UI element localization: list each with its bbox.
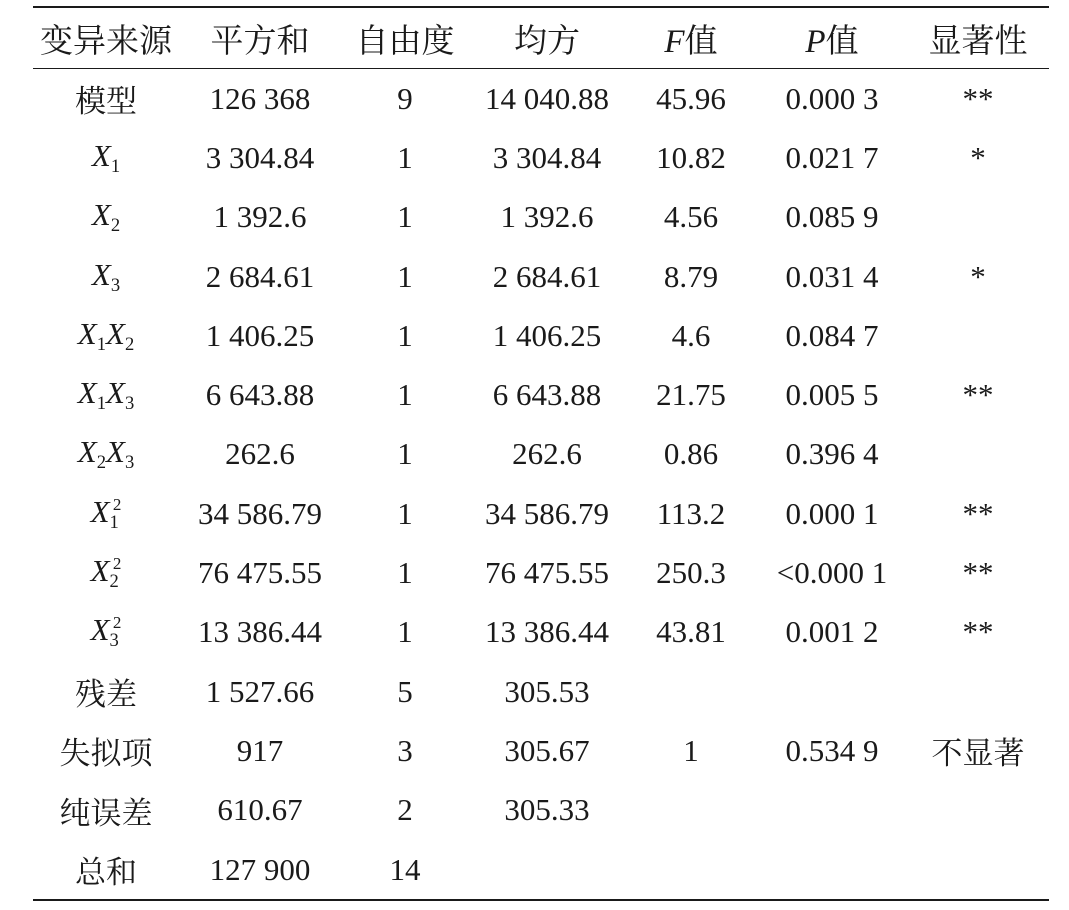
cell-f-value: 0.86 [663,436,719,472]
cell-sum-of-squares: 610.67 [217,792,303,828]
cell-sum-of-squares: 34 586.79 [198,495,322,531]
cell-source [33,316,179,356]
factor-subscript: 1 [96,333,106,355]
cell-degrees-of-freedom: 1 [397,139,413,175]
cell-f-value: 43.81 [656,614,726,650]
cell-sum-of-squares: 126 368 [209,80,311,116]
factor-symbol: X [91,197,111,233]
cell-significance: ** [962,555,994,591]
header-f-suffix: 值 [684,23,718,60]
header-significance: 显著性 [928,23,1028,60]
header-sum-of-squares: 平方和 [210,23,310,60]
factor-subscript: 3 [124,452,135,474]
table-row [33,484,1049,543]
cell-f-value: 113.2 [656,495,726,531]
factor-subscript: 2 [124,333,135,355]
table-row [33,365,1049,424]
cell-mean-square: 1 392.6 [500,199,594,235]
factor-superscript: 2 [112,554,122,574]
table-row [33,425,1049,484]
cell-f-value: 8.79 [663,258,719,294]
factor-symbol: X [90,612,110,648]
table-body [33,69,1049,899]
cell-f-value: 45.96 [656,80,726,116]
cell-sum-of-squares: 3 304.84 [205,139,315,175]
cell-p-value: 0.396 4 [785,436,879,472]
cell-mean-square: 13 386.44 [485,614,609,650]
cell-source [33,257,179,297]
table-row [33,781,1049,840]
cell-source [33,197,179,237]
cell-mean-square: 305.33 [504,792,590,828]
factor-subscript: 3 [124,393,135,415]
table-row [33,306,1049,365]
cell-sum-of-squares: 13 386.44 [198,614,322,650]
cell-mean-square: 6 643.88 [492,377,602,413]
cell-source [33,494,179,534]
cell-sum-of-squares: 2 684.61 [205,258,315,294]
cell-f-value: 1 [683,732,699,768]
table-row [33,128,1049,187]
cell-significance: ** [962,614,994,650]
factor-symbol: X [91,256,111,292]
cell-mean-square: 34 586.79 [485,495,609,531]
cell-significance: ** [962,80,994,116]
cell-significance: * [970,139,986,175]
cell-sum-of-squares: 1 406.25 [205,317,315,353]
cell-sum-of-squares: 6 643.88 [205,377,315,413]
cell-degrees-of-freedom: 1 [397,377,413,413]
factor-symbol: X [77,315,97,351]
cell-significance: ** [962,495,994,531]
cell-p-value: 0.084 7 [785,317,879,353]
cell-p-value: 0.031 4 [785,258,879,294]
factor-symbol: X [90,493,110,529]
cell-degrees-of-freedom: 1 [397,436,413,472]
cell-sum-of-squares: 917 [236,732,284,768]
factor-subscript: 3 [109,630,119,652]
source-label: 残差 [75,677,137,713]
cell-source [33,788,179,833]
cell-p-value: 0.000 3 [785,80,879,116]
cell-sum-of-squares: 127 900 [209,851,311,887]
factor-symbol: X [90,553,110,589]
cell-source [33,375,179,415]
factor-subscript: 1 [110,155,121,177]
cell-mean-square: 2 684.61 [492,258,602,294]
cell-degrees-of-freedom: 5 [397,673,413,709]
header-source: 变异来源 [40,23,172,60]
table-row [33,247,1049,306]
cell-p-value: 0.005 5 [785,377,879,413]
cell-significance: * [970,258,986,294]
cell-degrees-of-freedom: 14 [389,851,421,887]
source-label: 纯误差 [59,795,153,831]
cell-degrees-of-freedom: 1 [397,495,413,531]
cell-sum-of-squares: 262.6 [225,436,295,472]
cell-source [33,728,179,773]
anova-table [33,6,1049,901]
factor-superscript: 2 [112,613,122,633]
factor-symbol: X [77,434,97,470]
factor-symbol: X [77,375,97,411]
cell-sum-of-squares: 1 392.6 [213,199,307,235]
factor-symbol: X [106,375,125,411]
table-row [33,188,1049,247]
cell-source [33,553,179,593]
cell-p-value: <0.000 1 [776,555,888,591]
header-row [33,8,1049,68]
factor-symbol: X [106,315,125,351]
cell-significance: ** [962,377,994,413]
factor-subscript: 2 [110,215,121,237]
header-p-letter: P [805,23,826,60]
cell-f-value: 21.75 [656,377,726,413]
cell-degrees-of-freedom: 1 [397,199,413,235]
cell-sum-of-squares: 1 527.66 [205,673,315,709]
cell-p-value: 0.534 9 [785,732,879,768]
factor-subscript: 1 [96,393,106,415]
cell-significance: 不显著 [931,736,1025,772]
cell-degrees-of-freedom: 1 [397,258,413,294]
factor-symbol: X [106,434,125,470]
source-label: 失拟项 [59,736,153,772]
cell-source [33,847,179,892]
factor-subscript: 3 [110,274,121,296]
table-row [33,543,1049,602]
cell-f-value: 4.56 [663,199,719,235]
table-row [33,662,1049,721]
cell-source [33,138,179,178]
header-f-value [625,15,757,62]
cell-p-value: 0.085 9 [785,199,879,235]
factor-subscript: 1 [109,511,119,533]
cell-source [33,612,179,652]
cell-sum-of-squares: 76 475.55 [198,555,322,591]
header-degrees-of-freedom: 自由度 [355,23,455,60]
factor-subscript: 2 [96,452,106,474]
cell-source [33,76,179,121]
source-label: 总和 [75,855,137,890]
cell-mean-square: 76 475.55 [485,555,609,591]
table-row [33,840,1049,899]
cell-degrees-of-freedom: 3 [397,732,413,768]
bottom-rule [33,899,1049,901]
factor-superscript: 2 [112,494,122,514]
header-f-letter: F [664,23,685,60]
cell-source [33,669,179,714]
cell-mean-square: 14 040.88 [485,80,609,116]
cell-degrees-of-freedom: 1 [397,317,413,353]
table-row [33,603,1049,662]
header-mean-square: 均方 [514,23,580,60]
cell-degrees-of-freedom: 1 [397,555,413,591]
table-row [33,721,1049,780]
cell-mean-square: 262.6 [512,436,582,472]
cell-mean-square: 305.53 [504,673,590,709]
cell-mean-square: 305.67 [504,732,590,768]
cell-f-value: 250.3 [656,555,726,591]
header-p-suffix: 值 [825,23,859,60]
cell-p-value: 0.021 7 [785,139,879,175]
cell-p-value: 0.000 1 [785,495,879,531]
cell-mean-square: 3 304.84 [492,139,602,175]
header-p-value [757,15,907,62]
cell-degrees-of-freedom: 9 [397,80,413,116]
cell-degrees-of-freedom: 2 [397,792,413,828]
cell-source [33,434,179,474]
cell-f-value: 10.82 [656,139,726,175]
cell-degrees-of-freedom: 1 [397,614,413,650]
factor-symbol: X [91,137,111,173]
factor-subscript: 2 [109,570,119,592]
table-row [33,69,1049,128]
source-label: 模型 [75,84,137,120]
cell-f-value: 4.6 [671,317,711,353]
cell-p-value: 0.001 2 [785,614,879,650]
cell-mean-square: 1 406.25 [492,317,602,353]
